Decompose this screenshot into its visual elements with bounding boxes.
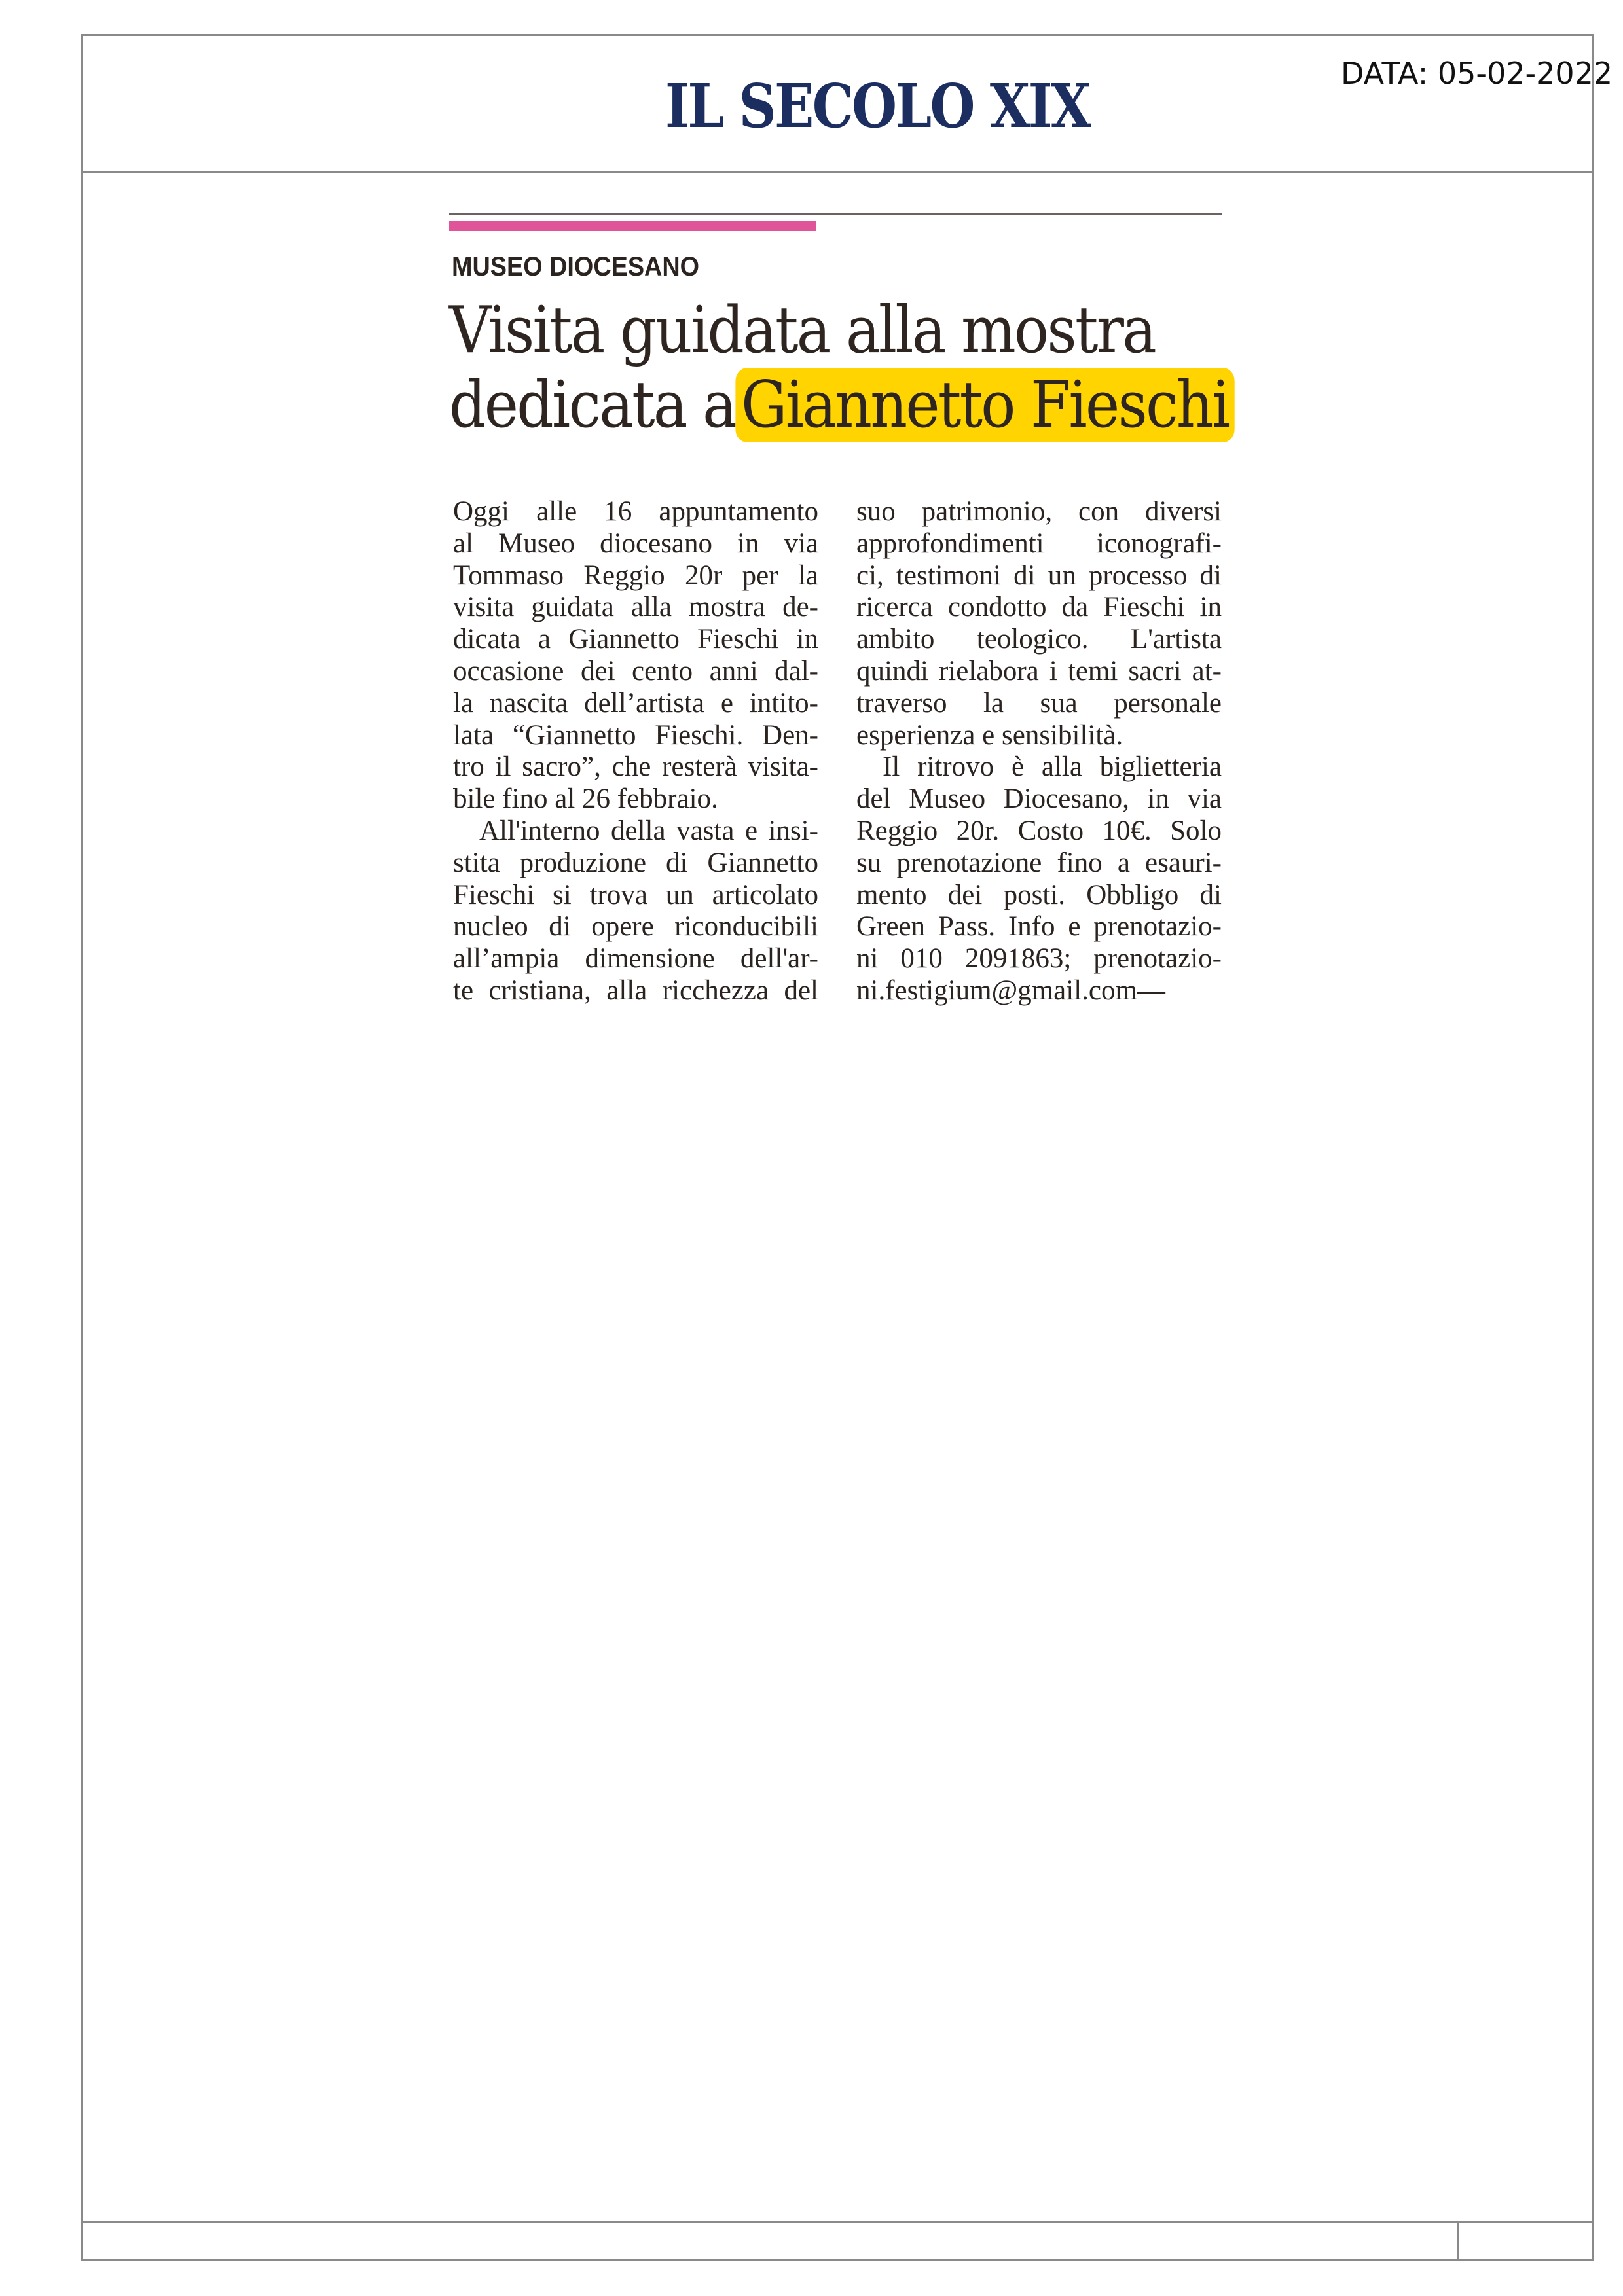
text-line: su prenotazione fino a esauri- bbox=[856, 847, 1222, 878]
text-line: stita produzione di Giannetto bbox=[453, 847, 818, 878]
text-line: Green Pass. Info e prenotazio- bbox=[856, 911, 1222, 942]
text-line: bile fino al 26 febbraio. bbox=[453, 783, 718, 815]
text-line: la nascita dell’artista e intito- bbox=[453, 687, 818, 719]
headline-prefix: dedicata a bbox=[449, 368, 735, 442]
text-line: visita guidata alla mostra de- bbox=[453, 592, 818, 623]
article-kicker: MUSEO DIOCESANO bbox=[452, 251, 700, 281]
text-line: All'interno della vasta e insi- bbox=[479, 815, 818, 846]
text-line: ni.festigium@gmail.com— bbox=[856, 975, 1165, 1006]
footer-box bbox=[81, 2221, 1594, 2261]
text-line: nucleo di opere riconducibili bbox=[453, 911, 818, 942]
article-headline bbox=[449, 293, 1229, 442]
text-line: del Museo Diocesano, in via bbox=[856, 783, 1222, 815]
text-line: Fieschi si trova un articolato bbox=[453, 879, 818, 910]
newspaper-masthead: IL SECOLO XIX bbox=[665, 71, 1089, 141]
text-line: ricerca condotto da Fieschi in bbox=[856, 592, 1222, 623]
text-line: traverso la sua personale bbox=[856, 687, 1222, 719]
text-line: ni 010 2091863; prenotazio- bbox=[856, 943, 1222, 975]
article-body bbox=[453, 496, 1222, 1007]
text-line: ci, testimoni di un processo di bbox=[856, 560, 1222, 591]
headline-line-1: Visita guidata alla mostra bbox=[449, 293, 1156, 368]
date-stamp: DATA: 05-02-2022 bbox=[1341, 56, 1613, 91]
text-line: suo patrimonio, con diversi bbox=[856, 496, 1222, 527]
text-line: lata “Giannetto Fieschi. Den- bbox=[453, 719, 818, 751]
text-line: quindi rielabora i temi sacri at- bbox=[856, 655, 1222, 687]
text-line: te cristiana, alla ricchezza del bbox=[453, 975, 818, 1006]
text-line: Oggi alle 16 appuntamento bbox=[453, 496, 818, 527]
text-line: Tommaso Reggio 20r per la bbox=[453, 560, 818, 591]
text-line: Il ritrovo è alla biglietteria bbox=[883, 751, 1222, 783]
text-line: Reggio 20r. Costo 10€. Solo bbox=[856, 815, 1222, 846]
article-column-1 bbox=[453, 496, 818, 1007]
article-accent-bar bbox=[449, 221, 816, 231]
article-top-rule bbox=[449, 213, 1222, 215]
footer-divider bbox=[1457, 2221, 1459, 2261]
text-line: approfondimenti iconografi- bbox=[856, 528, 1222, 559]
text-line: mento dei posti. Obbligo di bbox=[856, 879, 1222, 910]
text-line: ambito teologico. L'artista bbox=[856, 624, 1222, 655]
text-line: occasione dei cento anni dal- bbox=[453, 655, 818, 687]
article-column-2 bbox=[856, 496, 1222, 1007]
headline-line-2 bbox=[449, 368, 1229, 442]
text-line: esperienza e sensibilità. bbox=[856, 719, 1123, 751]
text-line: all’ampia dimensione dell'ar- bbox=[453, 943, 818, 975]
text-line: al Museo diocesano in via bbox=[453, 528, 818, 559]
text-line: tro il sacro”, che resterà visita- bbox=[453, 751, 818, 783]
headline-highlight: Giannetto Fieschi bbox=[735, 368, 1234, 442]
text-line: dicata a Giannetto Fieschi in bbox=[453, 624, 818, 655]
